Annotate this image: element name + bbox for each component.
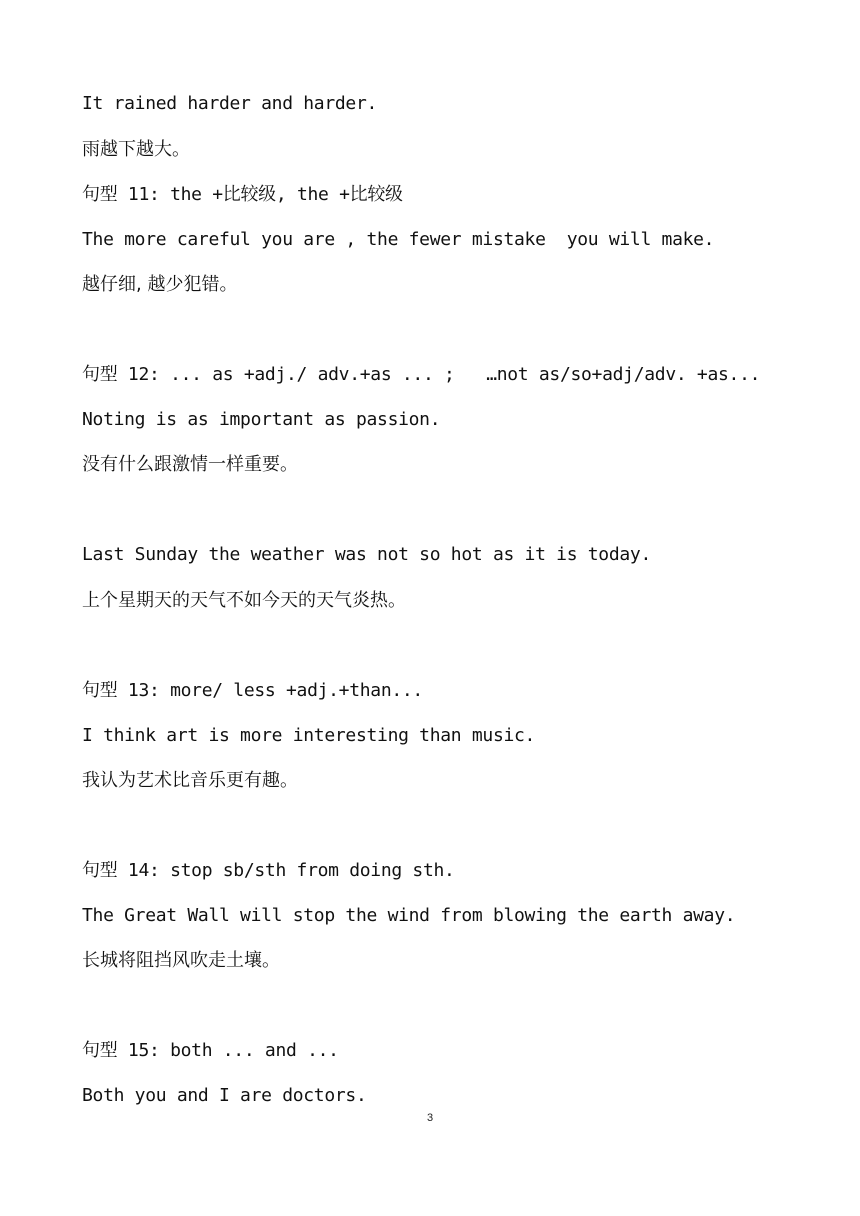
translation: 长城将阻挡风吹走土壤。 [82,950,280,971]
pattern-heading-12: 句型 12: ... as +adj./ adv.+as ... ; …not as/so+adj/adv. +as... [82,364,761,385]
pattern-heading-11: 句型 11: the +比较级, the +比较级 [82,184,403,205]
pattern-heading-15: 句型 15: both ... and ... [82,1040,339,1061]
example-sentence: The more careful you are , the fewer mistake you will make. [82,229,715,250]
example-sentence: Noting is as important as passion. [82,409,441,430]
example-sentence: I think art is more interesting than music. [82,725,536,746]
example-sentence: Both you and I are doctors. [82,1085,367,1106]
translation: 雨越下越大。 [82,139,190,160]
pattern-heading-13: 句型 13: more/ less +adj.+than... [82,680,423,701]
page-number: 3 [426,1112,434,1124]
example-sentence: It rained harder and harder. [82,93,378,114]
translation: 没有什么跟激情一样重要。 [82,454,298,475]
example-sentence: Last Sunday the weather was not so hot as it is today. [82,544,651,565]
example-sentence: The Great Wall will stop the wind from blowing the earth away. [82,905,736,926]
pattern-heading-14: 句型 14: stop sb/sth from doing sth. [82,860,455,881]
translation: 上个星期天的天气不如今天的天气炎热。 [82,590,406,611]
translation: 我认为艺术比音乐更有趣。 [82,770,298,791]
translation: 越仔细, 越少犯错。 [82,274,238,295]
